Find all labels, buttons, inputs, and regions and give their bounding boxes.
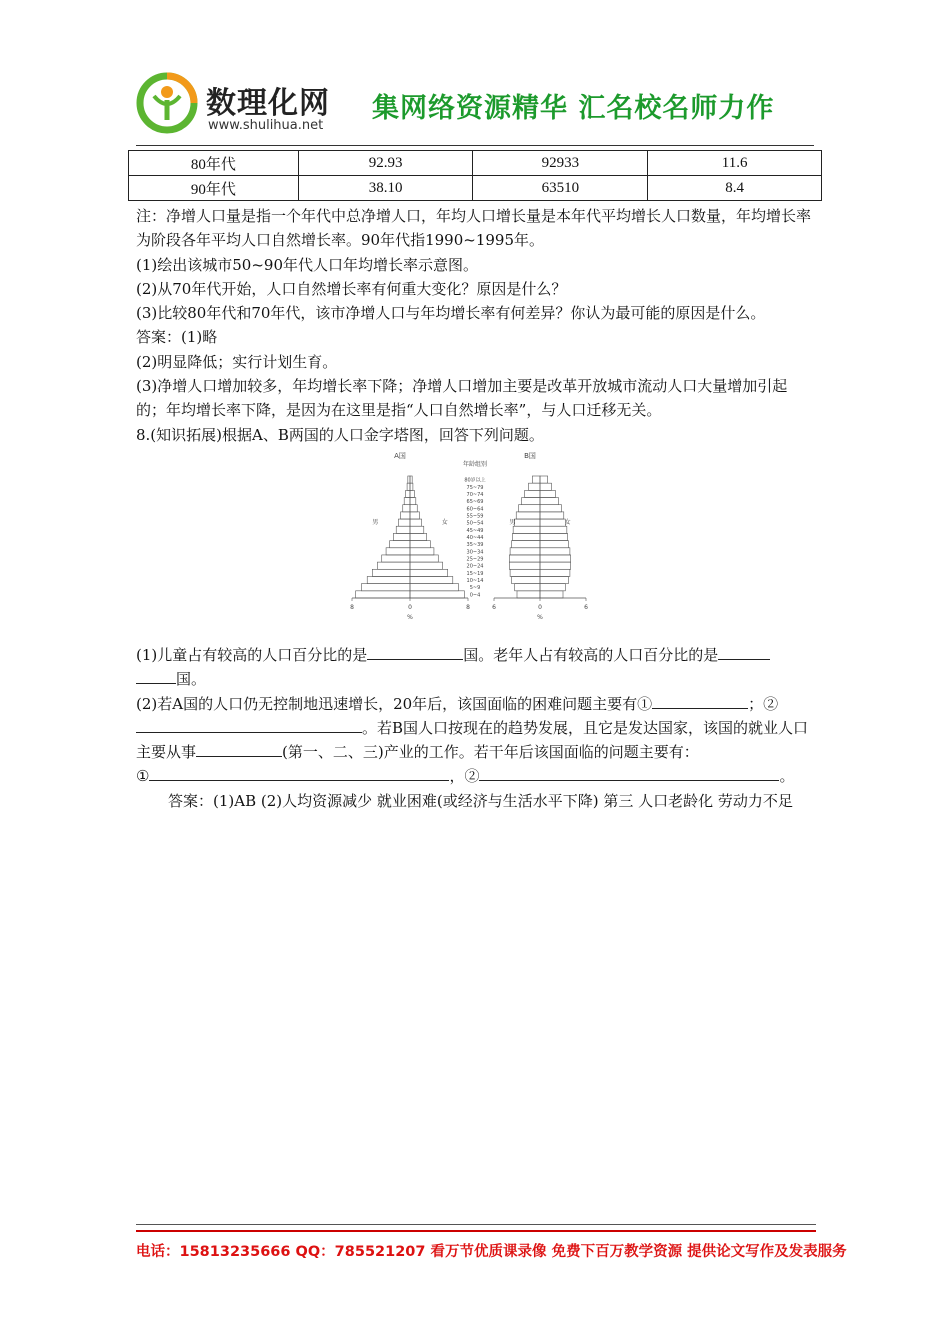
page-header (136, 72, 816, 144)
pyramid-bar-female (410, 533, 427, 540)
age-axis-title: 年龄组别 (462, 461, 488, 468)
age-group-label: 0~4 (469, 592, 481, 599)
x-tick-label: 0 (538, 604, 542, 611)
pyramid-bar-female (540, 490, 555, 497)
table-cell: 38.10 (298, 176, 473, 201)
pyramid-bar-female (410, 476, 412, 483)
answer-7-2: (2)明显降低；实行计划生育。 (136, 352, 338, 371)
sex-label-female: 女 (441, 519, 448, 526)
question-7-3: (3)比较80年代和70年代，该市净增人口与年均增长率有何差异？你认为最可能的原因是什么。 (136, 304, 766, 323)
pyramid-bar-male (512, 533, 540, 540)
pyramid-bar-male (372, 569, 410, 576)
question-8-title: 8.(知识拓展)根据A、B两国的人口金字塔图，回答下列问题。 (136, 425, 544, 444)
question-text: (1)儿童占有较高的人口百分比的是 (136, 645, 368, 664)
table-cell: 90年代 (129, 176, 299, 201)
age-group-label: 65~69 (466, 499, 484, 506)
pyramid-title: A国 (394, 452, 406, 460)
pyramid-bar-female (540, 519, 565, 526)
question-text: 。若B国人口按现在的趋势发展，且它是发达国家，该国的就业人口主要从事 (136, 718, 809, 762)
age-group-label: 10~14 (466, 578, 484, 585)
x-axis-label: % (407, 614, 413, 621)
pyramid-bar-female (540, 569, 570, 576)
site-slogan: 集网络资源精华 汇名校名师力作 (372, 93, 775, 124)
pyramid-bar-female (540, 548, 570, 555)
age-group-label: 50~54 (466, 520, 484, 527)
site-name: 数理化网 (206, 86, 330, 121)
answer-blank[interactable] (652, 692, 748, 709)
population-table (128, 150, 822, 201)
pyramid-bar-male (377, 562, 410, 569)
age-group-label: 30~34 (466, 549, 484, 556)
pyramid-bar-male (403, 505, 410, 512)
pyramid-bar-female (410, 498, 416, 505)
age-group-label: 60~64 (466, 506, 484, 513)
answer-blank[interactable] (136, 716, 362, 733)
table-cell: 92933 (473, 151, 648, 176)
table-cell: 80年代 (129, 151, 299, 176)
answer-blank[interactable] (149, 764, 449, 781)
pyramid-bar-female (540, 476, 548, 483)
pyramid-bar-female (540, 562, 571, 569)
pyramid-bar-male (510, 569, 540, 576)
pyramid-bar-male (532, 476, 540, 483)
pyramid-bar-male (522, 498, 540, 505)
age-group-label: 5~9 (469, 585, 481, 592)
footer-contact: 电话：15813235666 QQ：785521207 看万节优质课录像 免费下百万教学资源 提供论文写作及发表服务 (136, 1244, 847, 1260)
pyramid-bar-male (510, 548, 540, 555)
age-group-label: 75~79 (466, 484, 484, 491)
x-tick-label: 6 (492, 604, 496, 611)
pyramid-bar-female (410, 490, 414, 497)
age-group-label: 45~49 (466, 527, 484, 534)
question-7-1: (1)绘出该城市50~90年代人口年均增长率示意图。 (136, 255, 478, 274)
table-note: 注：净增人口量是指一个年代中总净增人口，年均人口增长量是本年代平均增长人口数量，年均增长率为阶段各年平均人口自然增长率。90年代指1990~1995年。 (136, 207, 812, 250)
pyramid-bar-female (410, 519, 422, 526)
age-group-label: 55~59 (466, 513, 484, 520)
pyramid-bar-male (390, 541, 410, 548)
pyramid-bar-female (410, 591, 464, 598)
table-row (129, 176, 822, 201)
pyramid-bar-female (410, 576, 453, 583)
pyramid-bar-female (410, 555, 438, 562)
pyramid-bar-male (407, 483, 410, 490)
pyramid-bar-male (401, 512, 410, 519)
logo-icon (136, 72, 198, 134)
pyramid-bar-female (540, 505, 561, 512)
pyramid-bar-female (540, 526, 567, 533)
footer-divider (136, 1224, 816, 1225)
pyramid-bar-female (410, 526, 424, 533)
age-group-label: 20~24 (466, 563, 484, 570)
x-tick-label: 8 (350, 604, 354, 611)
question-text: 。 (779, 767, 795, 786)
question-8-2 (136, 692, 816, 789)
pyramid-bar-male (517, 591, 540, 598)
header-divider (136, 145, 814, 146)
answer-blank[interactable] (196, 740, 282, 757)
pyramid-bar-female (540, 483, 552, 490)
question-text: 国。老年人占有较高的人口百分比的是 (463, 645, 719, 664)
pyramid-bar-male (361, 584, 410, 591)
pyramid-bar-male (509, 562, 540, 569)
pyramid-bar-male (512, 541, 540, 548)
answer-blank[interactable] (367, 643, 463, 660)
pyramid-bar-female (540, 533, 568, 540)
pyramid-bar-male (516, 512, 540, 519)
pyramid-bar-female (540, 541, 568, 548)
pyramid-bar-female (540, 512, 564, 519)
pyramid-bar-female (410, 562, 443, 569)
answer-8: 答案：(1)AB (2)人均资源减少 就业困难(或经济与生活水平下降) 第三 人口老龄化 劳动力不足 (168, 791, 793, 810)
pyramid-bar-female (410, 483, 413, 490)
age-group-label: 40~44 (466, 535, 484, 541)
sex-label-female: 女 (564, 519, 571, 526)
pyramid-bar-female (410, 505, 417, 512)
pyramid-bar-male (396, 526, 410, 533)
pyramid-bar-male (382, 555, 410, 562)
age-group-label: 25~29 (466, 556, 484, 563)
pyramid-bar-male (398, 519, 410, 526)
age-group-label: 35~39 (466, 542, 484, 549)
question-8-1 (136, 643, 816, 692)
question-text: ① (136, 767, 150, 786)
table-row (129, 151, 822, 176)
answer-7-1: 答案：(1)略 (136, 328, 218, 347)
pyramid-bar-male (356, 591, 410, 598)
site-url[interactable]: www.shulihua.net (208, 118, 324, 133)
pyramid-bar-male (393, 533, 410, 540)
pyramid-bar-female (410, 512, 419, 519)
age-group-label: 80岁以上 (464, 477, 486, 484)
x-axis-label: % (537, 614, 543, 621)
population-pyramid-figure (340, 446, 610, 626)
pyramid-bar-female (410, 548, 434, 555)
pyramid-bar-female (540, 498, 558, 505)
x-tick-label: 6 (584, 604, 588, 611)
pyramid-bar-male (408, 476, 410, 483)
pyramid-bar-female (410, 584, 459, 591)
question-text: ，② (449, 767, 480, 786)
age-group-label: 70~74 (466, 491, 484, 498)
pyramid-bar-female (410, 541, 430, 548)
pyramid-bar-male (515, 584, 540, 591)
answer-7-3: (3)净增人口增加较多，年均增长率下降；净增人口增加主要是改革开放城市流动人口大量增加引起的；年均增长率下降，是因为在这里是指“人口自然增长率”，与人口迁移无关。 (136, 377, 788, 420)
table-cell: 63510 (473, 176, 648, 201)
pyramid-bar-female (540, 576, 568, 583)
pyramid-bar-female (540, 591, 563, 598)
pyramid-bar-female (540, 584, 565, 591)
question-text: 国。 (176, 670, 207, 689)
pyramid-bar-male (509, 555, 540, 562)
footer-divider-red (136, 1230, 816, 1232)
table-cell: 8.4 (648, 176, 822, 201)
pyramid-bar-male (512, 576, 540, 583)
pyramid-bar-female (540, 555, 571, 562)
question-text: ；② (748, 694, 779, 713)
question-text: (2)若A国的人口仍无控制地迅速增长，20年后，该国面临的困难问题主要有① (136, 694, 653, 713)
pyramid-bar-male (404, 498, 410, 505)
pyramid-title: B国 (524, 452, 536, 460)
age-group-label: 15~19 (466, 570, 484, 577)
x-tick-label: 0 (408, 604, 412, 611)
table-cell: 92.93 (298, 151, 473, 176)
question-text: (第一、二、三)产业的工作。若干年后该国面临的问题主要有： (282, 743, 699, 762)
pyramid-bar-male (406, 490, 410, 497)
pyramid-bar-female (410, 569, 448, 576)
pyramid-bar-male (367, 576, 410, 583)
question-7-2: (2)从70年代开始，人口自然增长率有何重大变化？原因是什么？ (136, 279, 567, 298)
answer-blank[interactable] (718, 643, 770, 660)
table-cell: 11.6 (648, 151, 822, 176)
pyramid-bar-male (519, 505, 540, 512)
pyramid-bar-male (525, 490, 540, 497)
sex-label-male: 男 (372, 519, 379, 526)
answer-blank[interactable] (136, 667, 176, 684)
pyramid-bar-male (513, 526, 540, 533)
sex-label-male: 男 (509, 519, 516, 526)
x-tick-label: 8 (466, 604, 470, 611)
pyramid-bar-male (386, 548, 410, 555)
pyramid-bar-male (529, 483, 541, 490)
answer-blank[interactable] (479, 764, 779, 781)
pyramid-bar-male (515, 519, 540, 526)
